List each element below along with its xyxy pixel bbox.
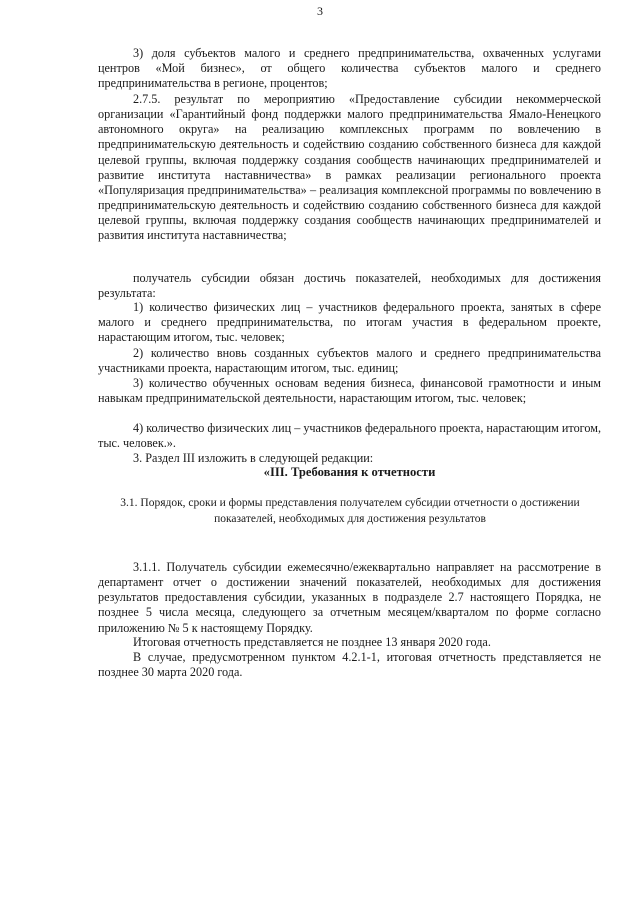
paragraph-indicator-4: 4) количество физических лиц – участников федерального проекта, нарастающим итогом, тыс. человек.». (98, 421, 602, 451)
paragraph-indicator-1: 1) количество физических лиц – участников федерального проекта, занятых в сфере малого и среднего предпринимательства, по итогам участия в федеральном проекте, нарастающим итогом, тыс. человек; (98, 300, 601, 345)
subsection-heading: 3.1. Порядок, сроки и формы представления получателем субсидии отчетности о достижении показателей, необходимых для достижения результатов (120, 497, 580, 525)
paragraph-indicator-3: 3) количество обученных основам ведения бизнеса, финансовой грамотности и иным навыкам предпринимательской деятельности, нарастающим итогом, тыс. человек; (98, 376, 601, 406)
paragraph-special-case: В случае, предусмотренном пунктом 4.2.1-1, итоговая отчетность представляется не позднее 30 марта 2020 года. (98, 650, 601, 680)
paragraph-indicator-2: 2) количество вновь созданных субъектов малого и среднего предпринимательства участниками проекта, нарастающим итогом, тыс. единиц; (98, 346, 601, 376)
paragraph-item-3-share: 3) доля субъектов малого и среднего предпринимательства, охваченных услугами центров «Мой бизнес», от общего количества субъектов малого и среднего предпринимательства в регионе, процентов; (98, 46, 601, 91)
paragraph-recipient-obligation: получатель субсидии обязан достичь показателей, необходимых для достижения результата: (98, 271, 601, 301)
paragraph-3-1-1: 3.1.1. Получатель субсидии ежемесячно/ежеквартально направляет на рассмотрение в департамент отчет о достижении значений показателей, необходимых для достижения результатов предоставления субсидии, указанных в подразделе 2.7 настоящего Порядка, не позднее 5 числа месяца, следующего за отчетным месяцем/кварталом по форме согласно приложению № 5 к настоящему Порядку. (98, 560, 601, 635)
page-number: 3 (317, 4, 323, 18)
paragraph-section-3-instruction: 3. Раздел III изложить в следующей редакции: (133, 451, 374, 465)
paragraph-2-7-5: 2.7.5. результат по мероприятию «Предоставление субсидии некоммерческой организации «Гарантийный фонд поддержки малого предпринимательства Ямало-Ненецкого автономного округа» на реализацию комплексных программ по вовлечению в предпринимательскую деятельность и содействию созданию собственного бизнеса для каждой целевой группы, включая поддержку создания сообществ начинающих предпринимателей и развитие института наставничества» в рамках реализации регионального проекта «Популяризация предпринимательства» – реализация комплексной программы по вовлечению в предпринимательскую деятельность и содействию созданию собственного бизнеса для каждой целевой группы, включая поддержку создания сообществ начинающих предпринимателей и развития института наставничества; (98, 92, 601, 243)
section-heading: «III. Требования к отчетности (263, 465, 436, 479)
paragraph-final-report-date: Итоговая отчетность представляется не позднее 13 января 2020 года. (133, 635, 491, 649)
